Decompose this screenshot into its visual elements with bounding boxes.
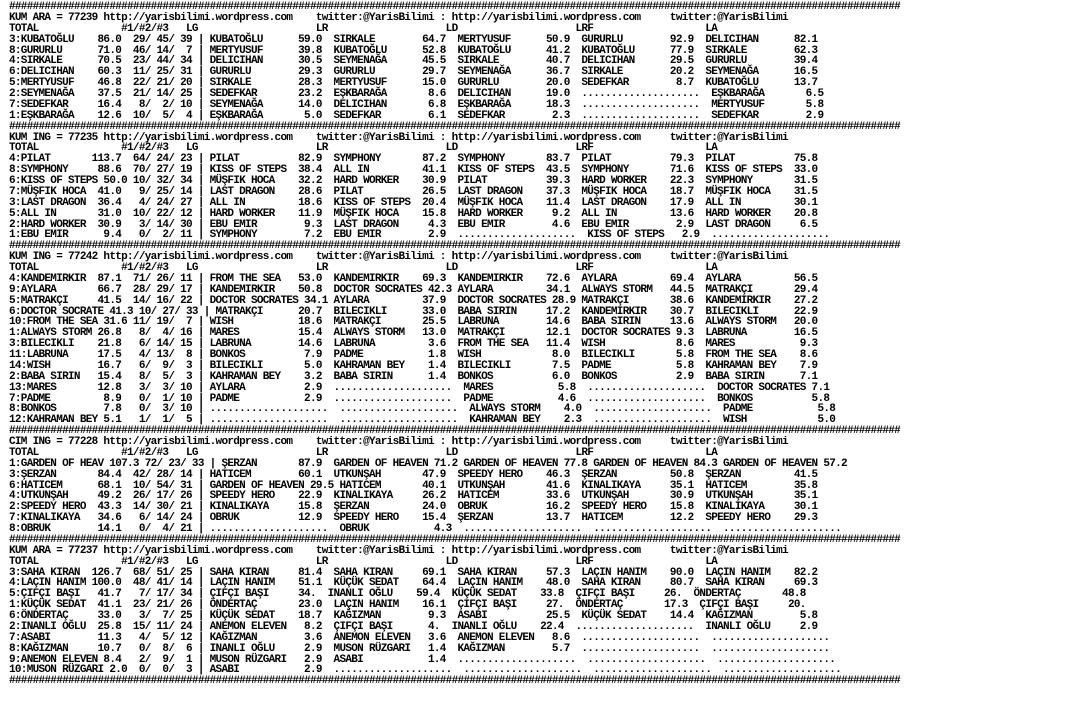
report-line: 9:AYLARA 66.7 28/ 29/ 17 | KANDEMIRKIR 50.8 DOCTOR SOCRATES 42.3 AYLARA 34.1 ALWAYS STORM 44.5 MATRAKÇI 29.4 bbox=[9, 283, 818, 296]
report-line: 7:ASABI 11.3 4/ 5/ 12 | KAĞIZMAN 3.6 ANEMON ELEVEN 3.6 ANEMON ELEVEN 8.6 .................... .................... bbox=[9, 631, 830, 644]
report-line: TOTAL #1/#2/#3 LG LR LD LRF LA bbox=[9, 262, 718, 274]
separator-line: ####################################################################################################################################################### bbox=[9, 240, 901, 253]
race-header-line: CIM ING = 77228 http://yarisbilimi.wordpress.com twitter:@YarisBilimi : http://yarisbilimi.wordpress.com twitter:@YarisBilimi bbox=[9, 436, 788, 448]
race-header-line: KUM ARA = 77239 http://yarisbilimi.wordpress.com twitter:@YarisBilimi : http://yarisbilimi.wordpress.com twitter:@YarisBilimi bbox=[9, 11, 788, 24]
report-line: 8:OBRUK 14.1 0/ 4/ 21 | .................... OBRUK 4.3 .................... .................... .................... bbox=[9, 523, 842, 535]
report-line: 4:LAÇIN HANIM 100.0 48/ 41/ 14 | LAÇIN HANIM 51.1 KÜÇÜK SEDAT 64.4 LAÇIN HANIM 48.0 SAHA KIRAN 80.7 SAHA KIRAN 69.3 bbox=[9, 577, 818, 590]
report-line: 2:SPEEDY HERO 43.3 14/ 30/ 21 | KINALIKAYA 15.8 ŞERZAN 24.0 OBRUK 16.2 SPEEDY HERO 15.8 KINALIKAYA 30.1 bbox=[9, 501, 818, 514]
report-line: 6:KISS OF STEPS 50.0 10/ 32/ 34 | MÜŞFIK HOCA 32.2 HARD WORKER 30.9 PILAT 39.3 HARD WORKER 22.3 SYMPHONY 31.5 bbox=[9, 175, 818, 187]
report-line: TOTAL #1/#2/#3 LG LR LD LRF LA bbox=[9, 555, 718, 568]
report-line: 10:FROM THE SEA 31.6 11/ 19/ 7 | WISH 18.6 MATRAKÇI 25.5 LABRUNA 14.6 BABA SIRIN 13.6 ALWAYS STORM 20.0 bbox=[9, 316, 818, 329]
report-line: 8:BONKOS 7.8 0/ 3/ 10 | .................... .................... ALWAYS STORM 4.0 .................... PADME 5.8 bbox=[9, 403, 836, 416]
report-line: TOTAL #1/#2/#3 LG LR LD LRF LA bbox=[9, 142, 718, 155]
report-line: 4:UTKUNŞAH 49.2 26/ 17/ 26 | SPEEDY HERO 22.9 KINALIKAYA 26.2 HATICEM 33.6 UTKUNŞAH 30.9 UTKUNŞAH 35.1 bbox=[9, 490, 818, 503]
report-line: 1:EŞKBARAĞA 12.6 10/ 5/ 4 | EŞKBARAĞA 5.0 SEDEFKAR 6.1 SEDEFKAR 2.3 .................... SEDEFKAR 2.9 bbox=[9, 109, 824, 122]
report-line: 5:ALL IN 31.0 10/ 22/ 12 | HARD WORKER 11.9 MÜŞFIK HOCA 15.8 HARD WORKER 9.2 ALL IN 13.6 HARD WORKER 20.8 bbox=[9, 207, 818, 220]
report-line: 2:INANLI OĞLU 25.8 15/ 11/ 24 | ANEMON ELEVEN 8.2 ÇIFÇI BAŞI 4. INANLI OĞLU 22.4 .................... INANLI OĞLU 2.9 bbox=[9, 620, 818, 633]
report-line: 1:EBU EMIR 9.4 0/ 2/ 11 | SYMPHONY 7.2 EBU EMIR 2.9 .................... KISS OF STEPS 2.9 .................... bbox=[9, 229, 830, 242]
report-line: 6:HATICEM 68.1 10/ 54/ 31 | GARDEN OF HEAVEN 29.5 HATICEM 40.1 UTKUNŞAH 41.6 KINALIKAYA 35.1 HATICEM 35.8 bbox=[9, 479, 818, 492]
separator-line: ####################################################################################################################################################### bbox=[9, 425, 901, 438]
report-line: TOTAL #1/#2/#3 LG LR LD LRF LA bbox=[9, 22, 718, 35]
report-line: 7:PADME 8.9 0/ 1/ 10 | PADME 2.9 .................... PADME 4.6 .................... BONKOS 5.8 bbox=[9, 392, 830, 405]
report-line: 2:SEYMENAĞA 37.5 21/ 14/ 25 | SEDEFKAR 23.2 EŞKBARAĞA 8.6 DELICIHAN 19.0 .................... EŞKBARAĞA 6.5 bbox=[9, 88, 824, 100]
report-line: 3:ŞERZAN 84.4 42/ 28/ 14 | HATICEM 60.1 UTKUNŞAH 47.9 SPEEDY HERO 46.3 ŞERZAN 50.8 ŞERZAN 41.5 bbox=[9, 468, 818, 481]
report-line: 3:BILECIKLI 21.8 6/ 14/ 15 | LABRUNA 14.6 LABRUNA 3.6 FROM THE SEA 11.4 WISH 8.6 MARES 9.3 bbox=[9, 338, 818, 351]
report-line: 8:SYMPHONY 88.6 70/ 27/ 19 | KISS OF STEPS 38.4 ALL IN 41.1 KISS OF STEPS 43.5 SYMPHONY 71.6 KISS OF STEPS 33.0 bbox=[9, 164, 818, 177]
report-line: 13:MARES 12.8 3/ 3/ 10 | AYLARA 2.9 .................... MARES 5.8 .................... DOCTOR SOCRATES 7.1 bbox=[9, 381, 830, 394]
report-line: 4:PILAT 113.7 64/ 24/ 23 | PILAT 82.9 SYMPHONY 87.2 SYMPHONY 83.7 PILAT 79.3 PILAT 75.8 bbox=[9, 153, 818, 166]
report-line: 11:LABRUNA 17.5 4/ 13/ 8 | BONKOS 7.9 PADME 1.8 WISH 8.0 BILECIKLI 5.8 FROM THE SEA 8.6 bbox=[9, 349, 818, 361]
report-line: 12:KAHRAMAN BEY 5.1 1/ 1/ 5 | .................... .................... KAHRAMAN BEY 2.3 .................... WISH 5.0 bbox=[9, 414, 836, 427]
race-report-document bbox=[9, 2, 900, 687]
report-line: 6:DELICIHAN 60.3 11/ 25/ 31 | GURURLU 29.3 GURURLU 29.7 SEYMENAĞA 36.7 SIRKALE 20.2 SEYMENAĞA 16.5 bbox=[9, 66, 818, 79]
report-line: 6:DOCTOR SOCRATE 41.3 10/ 27/ 33 | MATRAKÇI 20.7 BILECIKLI 33.0 BABA SIRIN 17.2 KANDEMIRKIR 30.7 BILECIKLI 22.9 bbox=[9, 305, 818, 318]
report-line: 5:ÇIFÇI BAŞI 41.7 7/ 17/ 34 | ÇIFÇI BAŞI 34. INANLI OĞLU 59.4 KÜÇÜK SEDAT 33.8 ÇIFÇI BAŞI 26. ÖNDERTAÇ 48.8 bbox=[9, 588, 806, 601]
race-header-line: KUM ARA = 77237 http://yarisbilimi.wordpress.com twitter:@YarisBilimi : http://yarisbilimi.wordpress.com twitter:@YarisBilimi bbox=[9, 544, 788, 557]
report-line: 8:KAĞIZMAN 10.7 0/ 8/ 6 | INANLI OĞLU 2.9 MUSON RÜZGARI 1.4 KAĞIZMAN 5.7 .................... .................... bbox=[9, 642, 830, 655]
separator-line: ####################################################################################################################################################### bbox=[9, 1, 901, 13]
report-line: 2:BABA SIRIN 15.4 8/ 5/ 3 | KAHRAMAN BEY 3.2 BABA SIRIN 1.4 BONKOS 6.0 BONKOS 2.9 BABA SIRIN 7.1 bbox=[9, 370, 818, 383]
report-line: 3:SAHA KIRAN 126.7 68/ 51/ 25 | SAHA KIRAN 81.4 SAHA KIRAN 69.1 SAHA KIRAN 57.3 LAÇIN HANIM 90.0 LAÇIN HANIM 82.2 bbox=[9, 566, 818, 579]
report-line: 6:ÖNDERTAÇ 33.0 3/ 7/ 25 | KÜÇÜK SEDAT 18.7 KAĞIZMAN 9.3 ASABI 25.5 KÜÇÜK SEDAT 14.4 KAĞIZMAN 5.8 bbox=[9, 610, 818, 622]
report-line: 7:KINALIKAYA 34.6 6/ 14/ 24 | OBRUK 12.9 SPEEDY HERO 15.4 ŞERZAN 13.7 HATICEM 12.2 SPEEDY HERO 29.3 bbox=[9, 512, 818, 525]
report-line: 10:MUSON RÜZGARI 2.0 0/ 0/ 3 | ASABI 2.9 .................... .................... .................... .................... bbox=[9, 664, 842, 677]
separator-line: ####################################################################################################################################################### bbox=[9, 120, 901, 133]
race-header-line: KUM ING = 77235 http://yarisbilimi.wordpress.com twitter:@YarisBilimi : http://yarisbilimi.wordpress.com twitter:@YarisBilimi bbox=[9, 131, 788, 144]
report-line: TOTAL #1/#2/#3 LG LR LD LRF LA bbox=[9, 446, 718, 459]
report-line: 4:KANDEMIRKIR 87.1 71/ 26/ 11 | FROM THE SEA 53.0 KANDEMIRKIR 69.3 KANDEMIRKIR 72.6 AYLARA 69.4 AYLARA 56.5 bbox=[9, 272, 818, 285]
report-line: 4:SIRKALE 70.5 23/ 44/ 34 | DELICIHAN 30.5 SEYMENAĞA 45.5 SIRKALE 40.7 DELICIHAN 29.5 GURURLU 39.4 bbox=[9, 55, 818, 68]
report-line: 3:LAST DRAGON 36.4 4/ 24/ 27 | ALL IN 18.6 KISS OF STEPS 20.4 MÜŞFIK HOCA 11.4 LAST DRAGON 17.9 ALL IN 30.1 bbox=[9, 196, 818, 209]
report-line: 1:ALWAYS STORM 26.8 8/ 4/ 16 | MARES 15.4 ALWAYS STORM 13.0 MATRAKÇI 12.1 DOCTOR SOCRATES 9.3 LABRUNA 16.5 bbox=[9, 327, 818, 340]
report-line: 3:KUBATOĞLU 86.0 29/ 45/ 39 | KUBATOĞLU 59.0 SIRKALE 64.7 MERTYUSUF 50.9 GURURLU 92.9 DELICIHAN 82.1 bbox=[9, 33, 818, 46]
report-line: 5:MERTYUSUF 46.8 22/ 21/ 20 | SIRKALE 28.3 MERTYUSUF 15.0 GURURLU 20.0 SEDEFKAR 8.7 KUBATOĞLU 13.7 bbox=[9, 77, 818, 90]
report-line: 14:WISH 16.7 6/ 9/ 3 | BILECIKLI 5.0 KAHRAMAN BEY 1.4 BILECIKLI 7.5 PADME 5.8 KAHRAMAN BEY 7.9 bbox=[9, 359, 818, 372]
report-line: 1:KÜÇÜK SEDAT 41.1 23/ 21/ 26 | ÖNDERTAÇ 23.0 LAÇIN HANIM 16.1 ÇIFÇI BAŞI 27. ÖNDERTAÇ 17.3 ÇIFÇI BAŞI 20. bbox=[9, 599, 806, 612]
race-header-line: KUM ING = 77242 http://yarisbilimi.wordpress.com twitter:@YarisBilimi : http://yarisbilimi.wordpress.com twitter:@YarisBilimi bbox=[9, 251, 788, 264]
report-line: 5:MATRAKÇI 41.5 14/ 16/ 22 | DOCTOR SOCRATES 34.1 AYLARA 37.9 DOCTOR SOCRATES 28.9 MATRAKÇI 38.6 KANDEMIRKIR 27.2 bbox=[9, 294, 818, 307]
report-line: 2:HARD WORKER 30.9 3/ 14/ 30 | EBU EMIR 9.3 LAST DRAGON 4.3 EBU EMIR 4.6 EBU EMIR 2.9 LAST DRAGON 6.5 bbox=[9, 218, 818, 231]
separator-line: ####################################################################################################################################################### bbox=[9, 675, 901, 688]
report-line: 9:ANEMON ELEVEN 8.4 2/ 9/ 1 | MUSON RÜZGARI 2.9 ASABI 1.4 .................... .................... .................... bbox=[9, 653, 836, 666]
report-line: 7:SEDEFKAR 16.4 8/ 2/ 10 | SEYMENAĞA 14.0 DELICIHAN 6.8 EŞKBARAĞA 18.3 .................... MERTYUSUF 5.8 bbox=[9, 98, 824, 111]
separator-line: ####################################################################################################################################################### bbox=[9, 533, 901, 546]
report-line: 1:GARDEN OF HEAV 107.3 72/ 23/ 33 | ŞERZAN 87.9 GARDEN OF HEAVEN 71.2 GARDEN OF HEAVEN 77.8 GARDEN OF HEAVEN 84.3 GARDEN OF HEAVEN 57.2 bbox=[9, 457, 847, 470]
report-line: 7:MÜŞFIK HOCA 41.0 9/ 25/ 14 | LAST DRAGON 28.6 PILAT 26.5 LAST DRAGON 37.3 MÜŞFIK HOCA 18.7 MÜŞFIK HOCA 31.5 bbox=[9, 185, 818, 198]
report-line: 8:GURURLU 71.0 46/ 14/ 7 | MERTYUSUF 39.8 KUBATOĞLU 52.8 KUBATOĞLU 41.2 KUBATOĞLU 77.9 SIRKALE 62.3 bbox=[9, 44, 818, 57]
